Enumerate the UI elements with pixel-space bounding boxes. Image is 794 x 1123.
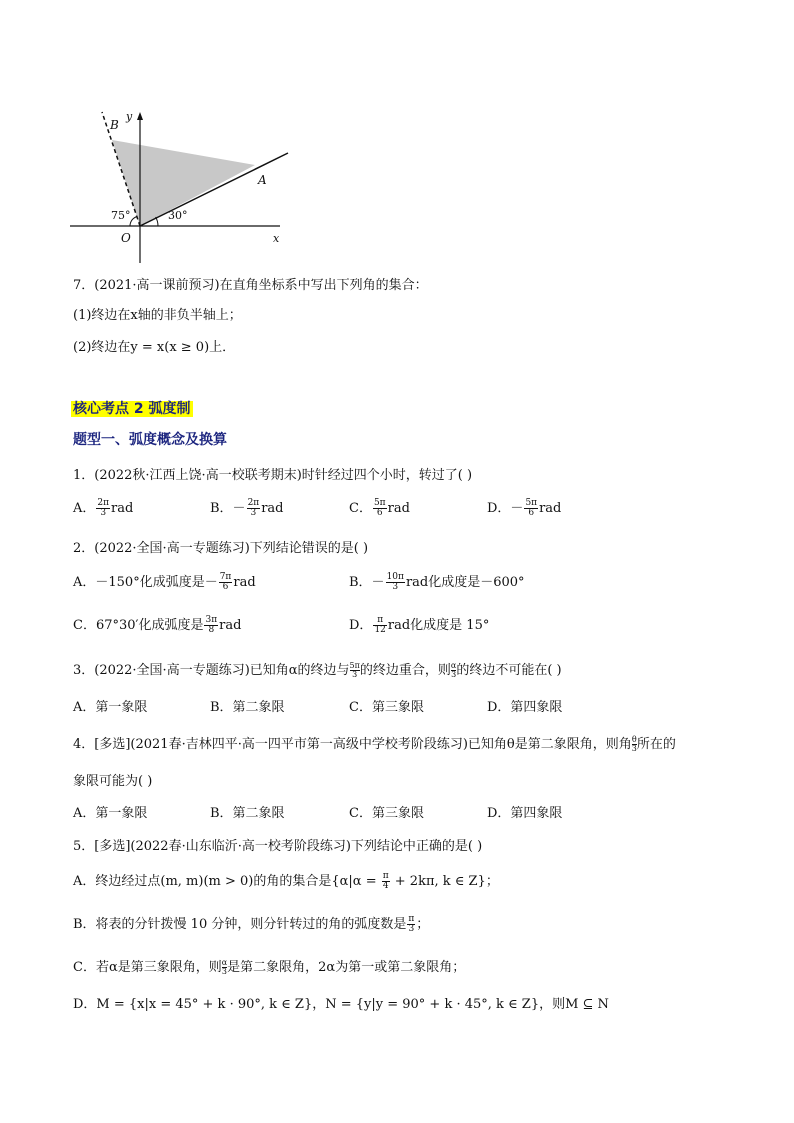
q4-option-c: C．第三象限 [349, 806, 424, 821]
angle-figure [70, 108, 295, 268]
y-axis-arrow-icon [137, 112, 143, 120]
q3-option-d: D．第四象限 [487, 700, 563, 715]
q1-option-b: B．－ $\frac{2\pi}{3}$ rad [210, 498, 284, 518]
q1-option-a: A． $\frac{2\pi}{3}$ rad [73, 498, 134, 518]
q2-option-c: C．67°30′化成弧度是 $\frac{3\pi}{8}$ rad [73, 615, 242, 635]
q3-option-b: B．第二象限 [210, 700, 285, 715]
label-y: y [126, 110, 133, 123]
angle-arc-30 [156, 217, 158, 226]
type-title: 题型一、弧度概念及换算 [73, 432, 227, 448]
q4-option-a: A．第一象限 [73, 806, 148, 821]
q2-option-a: A．－150°化成弧度是－ $\frac{7\pi}{6}$ rad [73, 572, 256, 592]
q4-option-d: D．第四象限 [487, 806, 563, 821]
label-B: B [110, 118, 119, 132]
label-angle-75: 75° [111, 209, 131, 222]
q5-option-b: B．将表的分针拨慢 10 分钟，则分针转过的角的弧度数是 $\frac{\pi}{3}$ ； [73, 914, 430, 934]
q7-stem: 7．(2021·高一课前预习)在直角坐标系中写出下列角的集合： [73, 278, 428, 293]
q7-part2: (2)终边在y = x(x ≥ 0)上． [73, 340, 236, 355]
q1-option-c: C． $\frac{5\pi}{6}$ rad [349, 498, 410, 518]
q5-option-a: A．终边经过点(m, m)(m > 0)的角的集合是{α|α = $\frac{\pi}{4}$ + 2kπ, k ∈ Z}； [73, 871, 499, 891]
q5-stem: 5．[多选](2022春·山东临沂·高一校考阶段练习)下列结论中正确的是( ) [73, 839, 483, 854]
q3-option-a: A．第一象限 [73, 700, 148, 715]
q2-option-b: B．－ $\frac{10\pi}{3}$ rad化成度是－600° [349, 572, 525, 592]
q4-option-b: B．第二象限 [210, 806, 285, 821]
section-title: 核心考点 2 弧度制 [73, 401, 191, 417]
label-x: x [273, 232, 280, 245]
label-A: A [258, 173, 267, 187]
q2-stem: 2．(2022·全国·高一专题练习)下列结论错误的是( ) [73, 541, 369, 556]
q3-stem: 3．(2022·全国·高一专题练习)已知角α的终边与 $\frac{5\pi}{3}$的终边重合，则 $\frac{\alpha}{3}$的终边不可能在( ) [73, 661, 562, 679]
q7-part1: (1)终边在x轴的非负半轴上； [73, 308, 242, 323]
coordinate-diagram [70, 108, 295, 268]
q4-stem-line2: 象限可能为( ) [73, 774, 153, 789]
q1-stem: 1．(2022秋·江西上饶·高一校联考期末)时针经过四个小时，转过了( ) [73, 468, 473, 483]
angle-arc-75 [130, 217, 137, 227]
q2-option-d: D． $\frac{\pi}{12}$ rad化成度是 15° [349, 615, 490, 635]
q1-option-d: D．－ $\frac{5\pi}{6}$ rad [487, 498, 562, 518]
q3-option-c: C．第三象限 [349, 700, 424, 715]
q5-option-d: D．M = {x|x = 45° + k · 90°, k ∈ Z}，N = {y|y = 90° + k · 45°, k ∈ Z}，则M ⊆ N [73, 997, 609, 1012]
label-angle-30: 30° [168, 209, 188, 222]
q5-option-c: C．若α是第三象限角，则 $\frac{\alpha}{3}$是第二象限角，2α为第一或第二象限角； [73, 958, 466, 976]
q4-stem: 4．[多选](2021春·吉林四平·高一四平市第一高级中学校考阶段练习)已知角θ是第二象限角，则角 $\frac{\theta}{3}$所在的 [73, 735, 676, 753]
label-O: O [121, 231, 131, 245]
